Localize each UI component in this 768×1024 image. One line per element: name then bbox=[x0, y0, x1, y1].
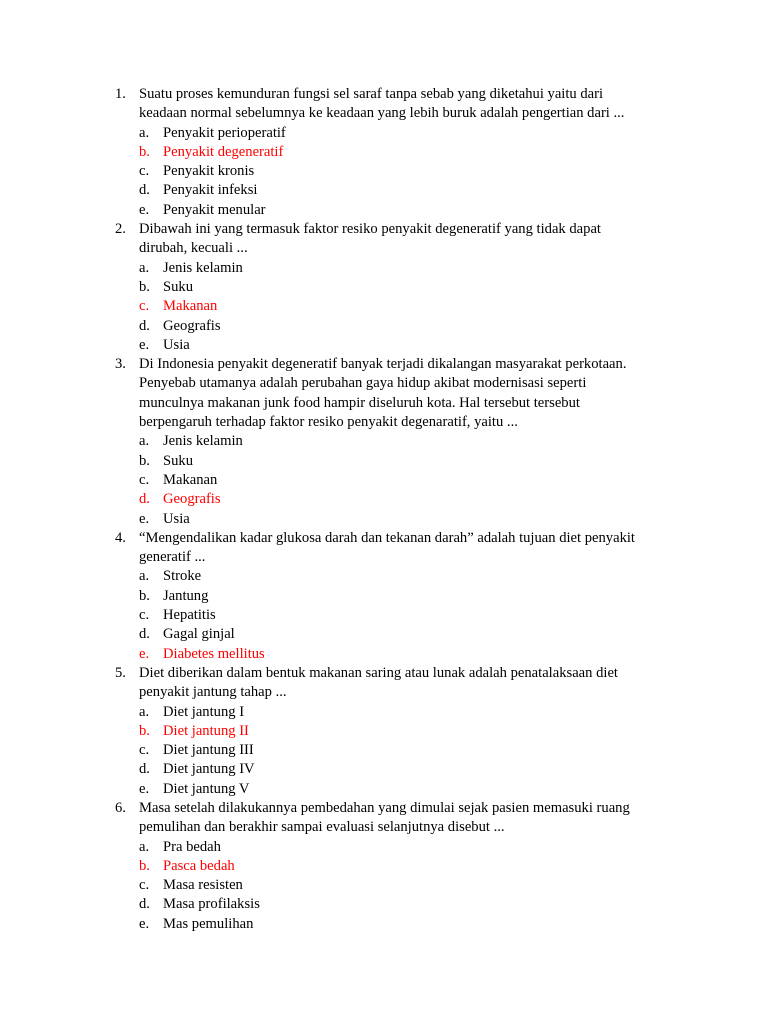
option-text: Jantung bbox=[163, 587, 209, 604]
question-6 bbox=[0, 799, 768, 934]
option-letter: d. bbox=[139, 896, 150, 913]
option-text: Masa profilaksis bbox=[163, 896, 260, 913]
answer-option bbox=[0, 587, 768, 606]
option-text: Penyakit kronis bbox=[163, 163, 255, 180]
option-letter: c. bbox=[139, 471, 150, 488]
option-letter: d. bbox=[139, 182, 150, 199]
option-text: Usia bbox=[163, 336, 190, 353]
quiz-page bbox=[0, 85, 768, 934]
question-text-line: Di Indonesia penyakit degeneratif banyak terjadi dikalangan masyarakat perkotaan. bbox=[139, 356, 627, 373]
option-letter: c. bbox=[139, 607, 150, 624]
answer-option bbox=[0, 876, 768, 895]
option-text: Diabetes mellitus bbox=[163, 645, 265, 662]
answer-option bbox=[0, 838, 768, 857]
option-text: Jenis kelamin bbox=[163, 259, 243, 276]
option-text: Stroke bbox=[163, 568, 202, 585]
answer-option bbox=[0, 259, 768, 278]
option-text: Suku bbox=[163, 452, 194, 469]
answer-option bbox=[0, 471, 768, 490]
question-text bbox=[139, 529, 669, 568]
answer-option bbox=[0, 201, 768, 220]
answer-option-correct bbox=[0, 297, 768, 316]
answer-option bbox=[0, 915, 768, 934]
answer-option bbox=[0, 452, 768, 471]
question-text-line: berpengaruh terhadap faktor resiko penyakit degenaratif, yaitu ... bbox=[139, 414, 518, 431]
option-text: Diet jantung IV bbox=[163, 761, 255, 778]
answer-option bbox=[0, 278, 768, 297]
option-letter: d. bbox=[139, 491, 150, 508]
option-text: Usia bbox=[163, 510, 190, 527]
answer-option bbox=[0, 181, 768, 200]
option-text: Diet jantung III bbox=[163, 742, 254, 759]
question-5 bbox=[0, 664, 768, 799]
question-text-line: munculnya makanan junk food hampir diseluruh kota. Hal tersebut tersebut bbox=[139, 394, 580, 411]
option-text: Jenis kelamin bbox=[163, 433, 243, 450]
question-number: 5. bbox=[115, 664, 126, 681]
question-text bbox=[139, 355, 669, 432]
answer-option bbox=[0, 625, 768, 644]
option-letter: e. bbox=[139, 645, 150, 662]
option-letter: a. bbox=[139, 703, 150, 720]
option-letter: b. bbox=[139, 587, 150, 604]
question-number: 2. bbox=[115, 221, 126, 238]
option-text: Diet jantung V bbox=[163, 780, 250, 797]
option-letter: d. bbox=[139, 317, 150, 334]
option-letter: e. bbox=[139, 780, 150, 797]
option-letter: b. bbox=[139, 143, 150, 160]
question-text-line: Penyebab utamanya adalah perubahan gaya hidup akibat modernisasi seperti bbox=[139, 375, 587, 392]
option-letter: e. bbox=[139, 201, 150, 218]
question-text bbox=[139, 799, 669, 838]
question-text-line: dirubah, kecuali ... bbox=[139, 240, 248, 257]
option-letter: e. bbox=[139, 336, 150, 353]
question-text-line: Masa setelah dilakukannya pembedahan yang dimulai sejak pasien memasuki ruang bbox=[139, 799, 630, 816]
answer-option bbox=[0, 606, 768, 625]
option-text: Penyakit degeneratif bbox=[163, 143, 284, 160]
option-text: Pasca bedah bbox=[163, 857, 235, 874]
answer-option-correct bbox=[0, 490, 768, 509]
answer-option bbox=[0, 317, 768, 336]
option-text: Diet jantung II bbox=[163, 722, 249, 739]
question-number: 3. bbox=[115, 356, 126, 373]
answer-option bbox=[0, 162, 768, 181]
answer-option bbox=[0, 432, 768, 451]
option-letter: a. bbox=[139, 124, 150, 141]
question-1 bbox=[0, 85, 768, 220]
option-text: Penyakit perioperatif bbox=[163, 124, 286, 141]
answer-option bbox=[0, 567, 768, 586]
answer-option bbox=[0, 510, 768, 529]
answer-option-correct bbox=[0, 645, 768, 664]
question-text-line: “Mengendalikan kadar glukosa darah dan tekanan darah” adalah tujuan diet penyakit bbox=[139, 529, 635, 546]
option-letter: e. bbox=[139, 510, 150, 527]
option-letter: c. bbox=[139, 742, 150, 759]
question-text bbox=[139, 85, 669, 124]
option-letter: e. bbox=[139, 915, 150, 932]
question-2 bbox=[0, 220, 768, 355]
option-letter: c. bbox=[139, 298, 150, 315]
question-number: 4. bbox=[115, 529, 126, 546]
answer-option bbox=[0, 703, 768, 722]
option-letter: c. bbox=[139, 163, 150, 180]
option-letter: a. bbox=[139, 568, 150, 585]
option-text: Masa resisten bbox=[163, 877, 243, 894]
question-text bbox=[139, 664, 669, 703]
answer-option bbox=[0, 780, 768, 799]
option-letter: d. bbox=[139, 626, 150, 643]
answer-option bbox=[0, 124, 768, 143]
question-text-line: Diet diberikan dalam bentuk makanan saring atau lunak adalah penatalaksaan diet bbox=[139, 664, 618, 681]
answer-option-correct bbox=[0, 857, 768, 876]
option-letter: b. bbox=[139, 278, 150, 295]
question-text bbox=[139, 220, 669, 259]
answer-option bbox=[0, 741, 768, 760]
question-text-line: pemulihan dan berakhir sampai evaluasi selanjutnya disebut ... bbox=[139, 819, 505, 836]
option-text: Penyakit infeksi bbox=[163, 182, 258, 199]
question-text-line: Suatu proses kemunduran fungsi sel saraf tanpa sebab yang diketahui yaitu dari bbox=[139, 86, 604, 102]
option-letter: b. bbox=[139, 452, 150, 469]
option-text: Geografis bbox=[163, 491, 221, 508]
option-letter: b. bbox=[139, 722, 150, 739]
option-letter: d. bbox=[139, 761, 150, 778]
option-text: Hepatitis bbox=[163, 607, 216, 624]
option-text: Suku bbox=[163, 278, 194, 295]
option-letter: a. bbox=[139, 433, 150, 450]
question-number: 1. bbox=[115, 86, 126, 102]
option-letter: a. bbox=[139, 259, 150, 276]
answer-option bbox=[0, 336, 768, 355]
answer-option bbox=[0, 760, 768, 779]
option-text: Penyakit menular bbox=[163, 201, 266, 218]
option-letter: c. bbox=[139, 877, 150, 894]
question-number: 6. bbox=[115, 799, 126, 816]
option-text: Geografis bbox=[163, 317, 221, 334]
option-letter: b. bbox=[139, 857, 150, 874]
option-text: Makanan bbox=[163, 298, 218, 315]
option-text: Pra bedah bbox=[163, 838, 221, 855]
question-3 bbox=[0, 355, 768, 529]
option-text: Diet jantung I bbox=[163, 703, 245, 720]
question-text-line: Dibawah ini yang termasuk faktor resiko penyakit degeneratif yang tidak dapat bbox=[139, 221, 601, 238]
answer-option bbox=[0, 895, 768, 914]
question-4 bbox=[0, 529, 768, 664]
question-text-line: penyakit jantung tahap ... bbox=[139, 684, 287, 701]
option-letter: a. bbox=[139, 838, 150, 855]
option-text: Mas pemulihan bbox=[163, 915, 254, 932]
answer-option-correct bbox=[0, 143, 768, 162]
answer-option-correct bbox=[0, 722, 768, 741]
option-text: Gagal ginjal bbox=[163, 626, 235, 643]
option-text: Makanan bbox=[163, 471, 218, 488]
question-text-line: generatif ... bbox=[139, 549, 206, 566]
question-text-line: keadaan normal sebelumnya ke keadaan yang lebih buruk adalah pengertian dari ... bbox=[139, 105, 625, 122]
